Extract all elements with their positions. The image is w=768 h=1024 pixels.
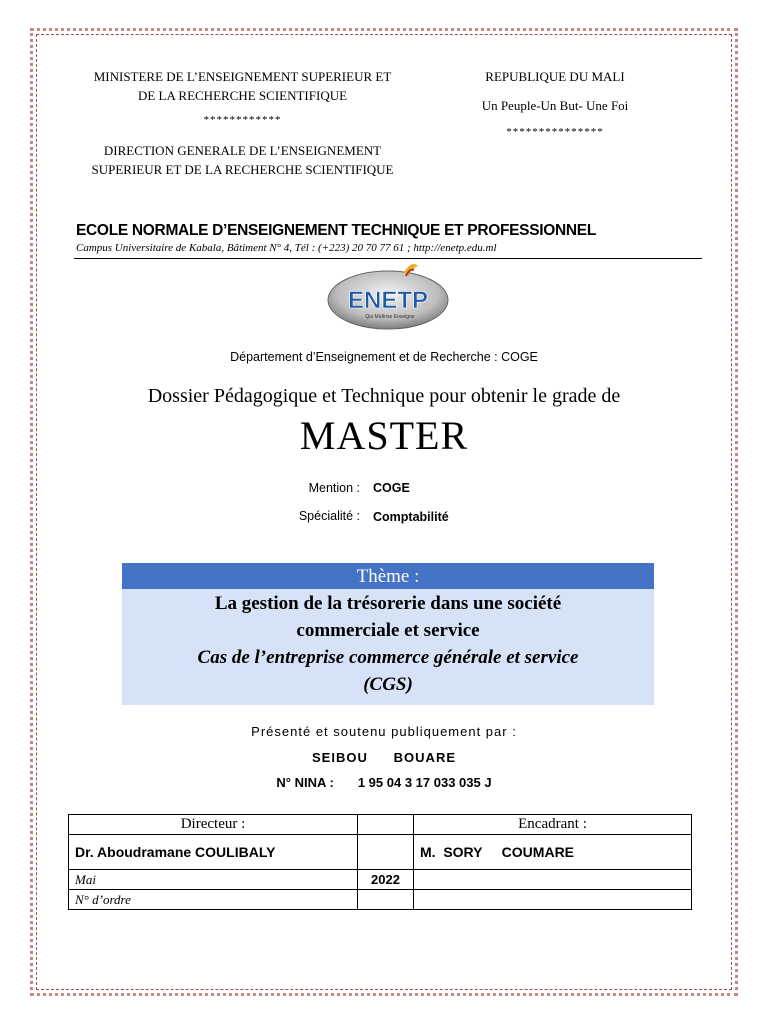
school-name: ECOLE NORMALE D’ENSEIGNEMENT TECHNIQUE ET PROFESSIONNEL	[76, 222, 597, 239]
ministry-stars: ************	[203, 114, 282, 126]
enetp-logo	[326, 258, 450, 332]
logo-tagline: Qui Maîtrise Enseigne	[365, 314, 415, 320]
dossier-title: Dossier Pédagogique et Technique pour obtenir le grade de	[147, 385, 621, 407]
mention-label: Mention :	[308, 481, 360, 495]
empty-cell	[414, 890, 692, 910]
republic-stars: ***************	[506, 126, 604, 138]
supervisor-name: M. SORY COUMARE	[414, 835, 692, 870]
supervisor-header: Encadrant :	[414, 815, 692, 835]
theme-line3: Cas de l’entreprise commerce générale et service	[197, 647, 579, 668]
theme-line1: La gestion de la trésorerie dans une société	[214, 593, 562, 614]
republic-name: REPUBLIQUE DU MALI	[485, 69, 625, 84]
empty-cell	[358, 890, 414, 910]
empty-cell	[358, 815, 414, 835]
specialite-label: Spécialité :	[298, 509, 360, 523]
theme-line2: commerciale et service	[296, 620, 480, 641]
nina-value: 1 95 04 3 17 033 035 J	[357, 775, 492, 790]
signature-table	[68, 814, 692, 910]
director-header: Directeur :	[69, 815, 358, 835]
ministry-line2: DE LA RECHERCHE SCIENTIFIQUE	[137, 88, 348, 103]
direction-line2: SUPERIEUR ET DE LA RECHERCHE SCIENTIFIQUE	[91, 162, 394, 177]
order-cell: N° d’ordre	[69, 890, 358, 910]
specialite-value: Comptabilité	[373, 510, 449, 524]
grade-title: MASTER	[299, 413, 469, 458]
nina-label: N° NINA :	[276, 775, 334, 790]
theme-line4: (CGS)	[363, 674, 413, 695]
author-name: SEIBOU BOUARE	[311, 750, 456, 765]
republic-motto: Un Peuple-Un But- Une Foi	[481, 98, 629, 113]
table-row	[69, 890, 692, 910]
empty-cell	[414, 870, 692, 890]
direction-line1: DIRECTION GENERALE DE L’ENSEIGNEMENT	[103, 143, 382, 158]
empty-cell	[358, 835, 414, 870]
year-cell: 2022	[358, 870, 414, 890]
ministry-block	[70, 67, 415, 179]
theme-header: Thème :	[122, 563, 654, 589]
school-campus: Campus Universitaire de Kabala, Bâtiment N° 4, Tél : (+223) 20 70 77 61 ; http://enetp.edu.ml	[76, 242, 497, 254]
logo-text: ENETP	[347, 287, 429, 314]
month-cell: Mai	[69, 870, 358, 890]
presented-by: Présenté et soutenu publiquement par :	[251, 724, 517, 739]
director-name: Dr. Aboudramane COULIBALY	[69, 835, 358, 870]
ministry-line1: MINISTERE DE L’ENSEIGNEMENT SUPERIEUR ET	[93, 69, 392, 84]
table-row	[69, 870, 692, 890]
department-line: Département d’Enseignement et de Recherche : COGE	[230, 350, 538, 364]
nina-line	[0, 775, 768, 790]
mention-value: COGE	[373, 481, 410, 495]
table-row	[69, 815, 692, 835]
theme-box	[122, 589, 654, 705]
table-row	[69, 835, 692, 870]
republic-block	[440, 67, 670, 142]
